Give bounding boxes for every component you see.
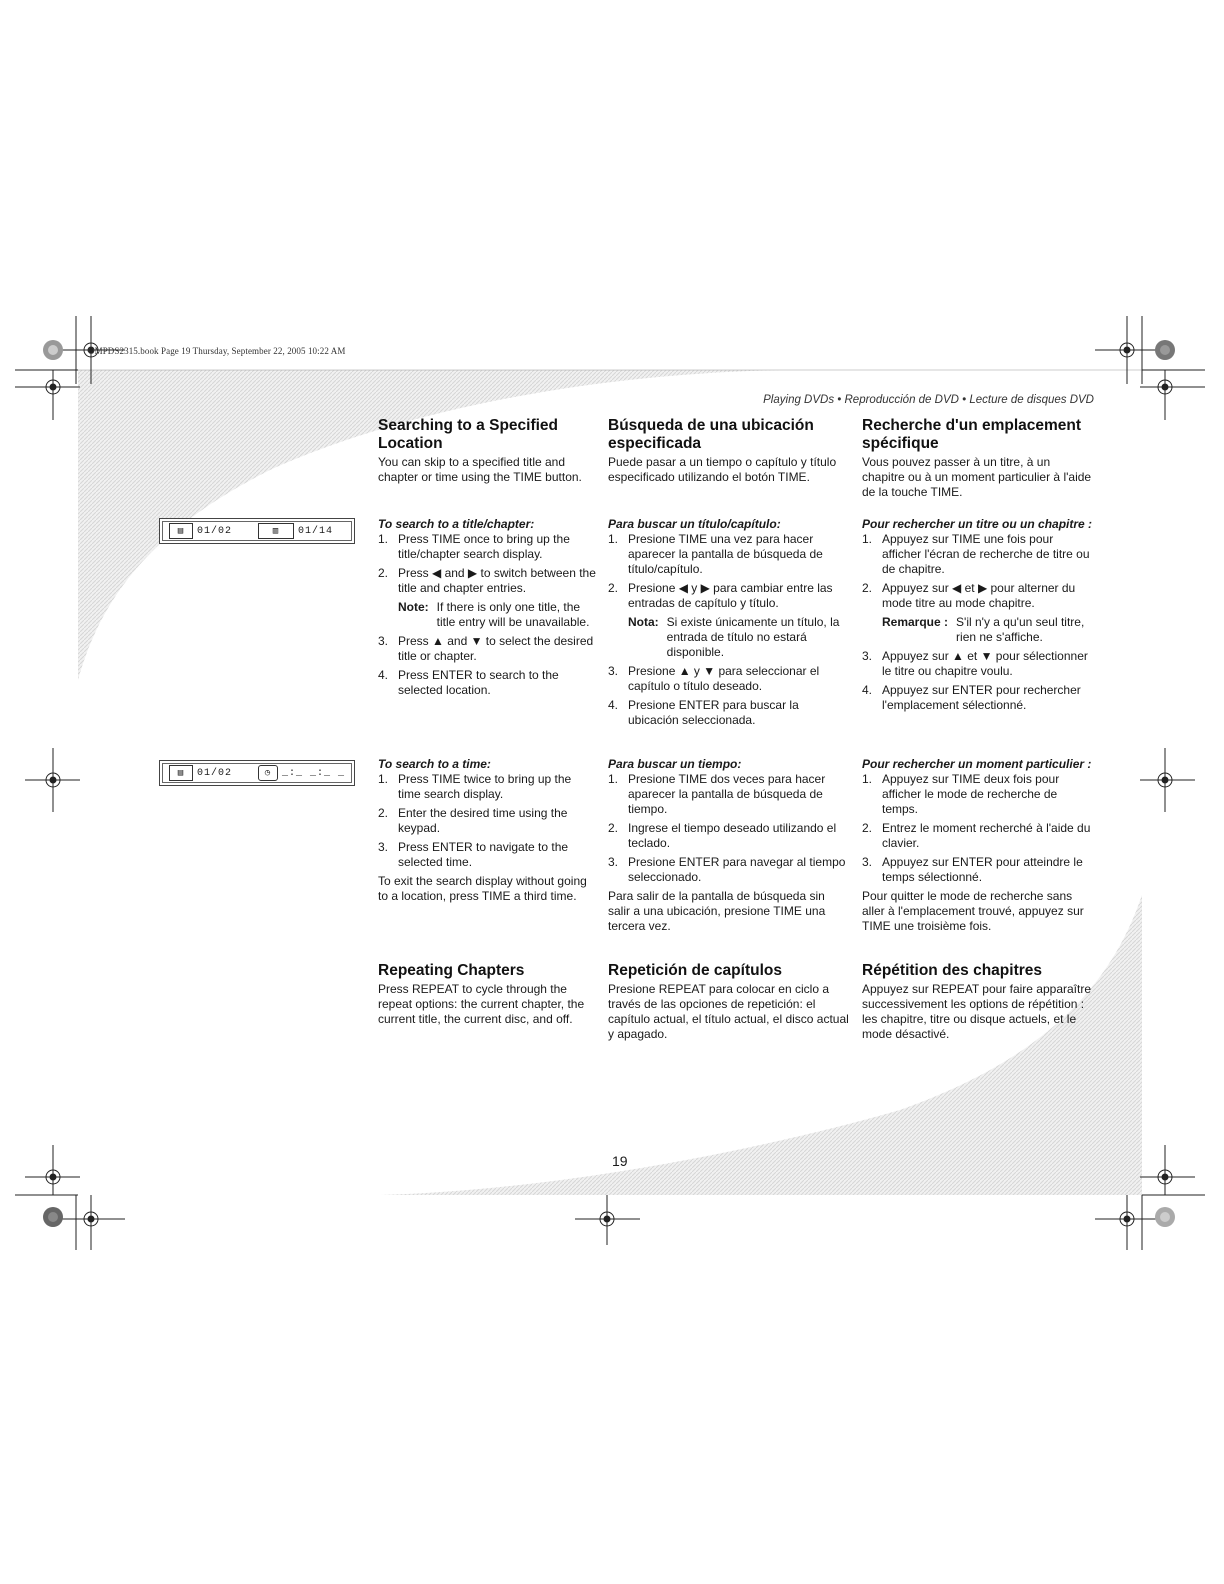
crosshair-icon [60, 1195, 125, 1250]
subheading: Para buscar un tiempo: [608, 757, 742, 771]
exit-paragraph: Pour quitter le mode de recherche sans aller à l'emplacement trouvé, appuyez sur TIME une troisième fois. [862, 889, 1084, 933]
intro-paragraph: Vous pouvez passer à un titre, à un chapitre ou à un moment particulier à l'aide de la touche TIME. [862, 455, 1092, 499]
subheading: To search to a title/chapter: [378, 517, 535, 531]
steps-list [608, 772, 850, 885]
steps-list [378, 772, 596, 870]
file-info-line: OMPDS2315.book Page 19 Thursday, September 22, 2005 10:22 AM [88, 346, 346, 356]
repeat-paragraph: Press REPEAT to cycle through the repeat options: the current chapter, the current title, the current disc, and off. [378, 982, 585, 1026]
crosshair-icon [575, 1195, 640, 1245]
section-heading: Repetición de capítulos [608, 962, 782, 979]
subheading: Pour rechercher un moment particulier : [862, 757, 1092, 771]
crosshair-icon [25, 748, 80, 812]
exit-paragraph: Para salir de la pantalla de búsqueda sin salir a una ubicación, presione TIME una tercera vez. [608, 889, 826, 933]
list-item: 1. Press TIME once to bring up the title/chapter search display. [378, 532, 570, 561]
page-number: 19 [612, 1153, 628, 1169]
list-item: 4. Presione ENTER para buscar la ubicación seleccionada. [608, 698, 799, 727]
section-heading: Searching to a Specified Location [378, 417, 559, 452]
list-item: 1. Press TIME twice to bring up the time search display. [378, 772, 572, 801]
title-icon: ▤ [169, 523, 193, 539]
list-item: 4. Appuyez sur ENTER pour rechercher l'emplacement sélectionné. [862, 683, 1081, 712]
crosshair-icon [1140, 748, 1195, 812]
section-heading: Repeating Chapters [378, 962, 525, 979]
steps-list [378, 532, 596, 698]
list-item: 1. Presione TIME dos veces para hacer aparecer la pantalla de búsqueda de tiempo. [608, 772, 826, 816]
crosshair-icon [1140, 370, 1205, 420]
crosshair-icon [1140, 1145, 1195, 1195]
osd-time-value: _:_ _:_ _ [282, 767, 346, 779]
list-item: 3. Press ENTER to navigate to the selected time. [378, 840, 569, 869]
steps-list [608, 532, 850, 728]
steps-list [862, 772, 1094, 885]
color-dot-icon [43, 340, 63, 360]
list-item: 4. Press ENTER to search to the selected location. [378, 668, 559, 697]
crosshair-icon [1095, 1195, 1160, 1250]
note: Nota: Si existe únicamente un título, la entrada de título no estará disponible. [628, 615, 840, 659]
running-head: Playing DVDs • Reproducción de DVD • Lecture de disques DVD [763, 394, 1094, 406]
crosshair-icon [15, 370, 80, 420]
intro-paragraph: Puede pasar a un tiempo o capítulo y título especificado utilizando el botón TIME. [608, 455, 837, 484]
list-item: 3. Press ▲ and ▼ to select the desired title or chapter. [378, 634, 594, 663]
osd-title-value: 01/02 [197, 767, 233, 779]
color-dot-icon [1155, 340, 1175, 360]
column-english [378, 417, 596, 1026]
subheading: To search to a time: [378, 757, 491, 771]
list-item: 1. Appuyez sur TIME une fois pour afficher l'écran de recherche de titre ou de chapitre. [862, 532, 1090, 576]
repeat-paragraph: Appuyez sur REPEAT pour faire apparaître successivement les options de répétition : les chapitre, titre ou disque actuels, et le mode désactivé. [862, 982, 1092, 1041]
list-item: 2. Ingrese el tiempo deseado utilizando el teclado. [608, 821, 837, 850]
note: Note: If there is only one title, the title entry will be unavailable. [398, 600, 590, 629]
crosshair-icon [25, 1145, 80, 1195]
section-heading: Búsqueda de una ubicación especificada [608, 417, 814, 452]
title-icon: ▤ [169, 765, 193, 781]
list-item: 2. Entrez le moment recherché à l'aide du clavier. [862, 821, 1091, 850]
column-spanish [608, 417, 850, 1041]
subheading: Para buscar un título/capítulo: [608, 517, 781, 531]
crosshair-icon [1095, 316, 1160, 384]
list-item: 2. Appuyez sur ◀ et ▶ pour alterner du mode titre au mode chapitre. Remarque : S'il n'y a qu'un seul titre, rien ne s'affiche. [862, 581, 1094, 645]
exit-paragraph: To exit the search display without going to a location, press TIME a third time. [378, 874, 587, 903]
list-item: 3. Presione ENTER para navegar al tiempo seleccionado. [608, 855, 846, 884]
note: Remarque : S'il n'y a qu'un seul titre, rien ne s'affiche. [882, 615, 1085, 644]
steps-list [862, 532, 1094, 713]
color-dot-icon [43, 1207, 63, 1227]
intro-paragraph: You can skip to a specified title and chapter or time using the TIME button. [378, 455, 582, 484]
repeat-paragraph: Presione REPEAT para colocar en ciclo a través de las opciones de repetición: el capítulo actual, el título actual, el disco actual y apagado. [608, 982, 849, 1041]
column-french [862, 417, 1094, 1041]
list-item: 3. Appuyez sur ENTER pour atteindre le temps sélectionné. [862, 855, 1083, 884]
section-heading: Recherche d'un emplacement spécifique [862, 417, 1082, 452]
title-chapter-osd [159, 518, 355, 544]
list-item: 2. Enter the desired time using the keypad. [378, 806, 568, 835]
chapter-icon: ▥ [258, 523, 294, 539]
subheading: Pour rechercher un titre ou un chapitre : [862, 517, 1093, 531]
list-item: 1. Presione TIME una vez para hacer aparecer la pantalla de búsqueda de título/capítulo. [608, 532, 823, 576]
section-heading: Répétition des chapitres [862, 962, 1043, 979]
list-item: 1. Appuyez sur TIME deux fois pour afficher le mode de recherche de temps. [862, 772, 1060, 816]
color-dot-icon [1155, 1207, 1175, 1227]
osd-title-value: 01/02 [197, 525, 233, 537]
osd-chapter-value: 01/14 [298, 525, 334, 537]
list-item: 3. Appuyez sur ▲ et ▼ pour sélectionner le titre ou chapitre voulu. [862, 649, 1088, 678]
list-item: 2. Presione ◀ y ▶ para cambiar entre las entradas de capítulo y título. Nota: Si existe únicamente un título, la entrada de título no estará disponible. [608, 581, 850, 660]
clock-icon: ◷ [258, 765, 278, 781]
time-search-osd [159, 760, 355, 786]
list-item: 3. Presione ▲ y ▼ para seleccionar el capítulo o título deseado. [608, 664, 820, 693]
list-item: 2. Press ◀ and ▶ to switch between the title and chapter entries. Note: If there is only one title, the title entry will be unavailable. [378, 566, 596, 629]
